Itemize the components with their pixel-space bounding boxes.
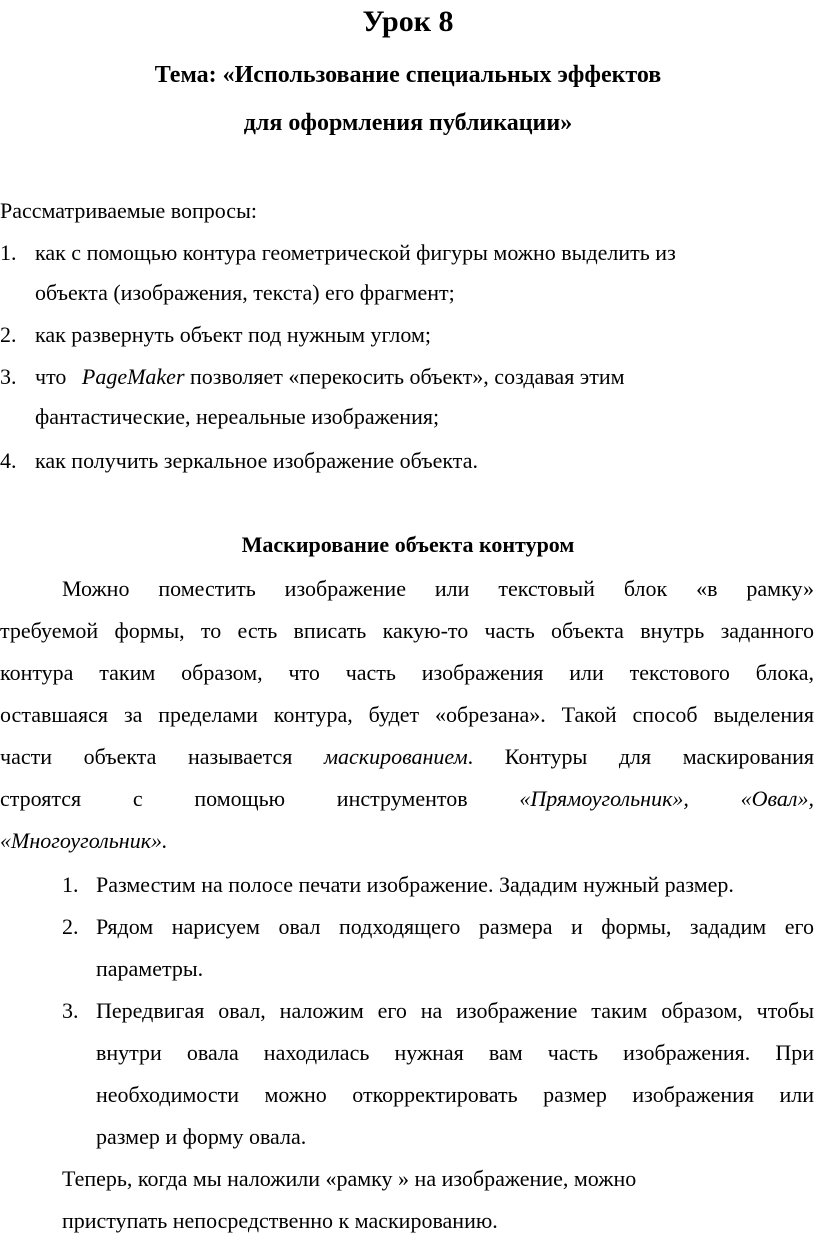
- step-number: 1.: [62, 872, 79, 897]
- step-text: параметры.: [96, 956, 204, 981]
- tools-list: «Прямоугольник», «Овал»,: [519, 786, 814, 811]
- question-number: 1.: [0, 240, 17, 265]
- question-text: что PageMaker позволяет «перекосить объект», создавая этим: [35, 364, 625, 389]
- question-number: 4.: [0, 448, 17, 473]
- question-text: объекта (изображения, текста) его фрагмент;: [35, 280, 455, 305]
- question-text: как получить зеркальное изображение объекта.: [35, 448, 478, 473]
- paragraph-line: оставшаяся за пределами контура, будет «обрезана». Такой способ выделения: [0, 702, 814, 727]
- paragraph-line: части объекта называется маскированием. Контуры для маскирования: [0, 744, 814, 769]
- step-number: 2.: [62, 914, 79, 939]
- step-text: Рядом нарисуем овал подходящего размера и формы, зададим его: [96, 914, 814, 939]
- questions-intro: Рассматриваемые вопросы:: [0, 198, 257, 223]
- step-text: внутри овала находилась нужная вам часть изображения. При: [96, 1040, 814, 1065]
- paragraph-line: контура таким образом, что часть изображения или текстового блока,: [0, 660, 814, 685]
- step-text: необходимости можно откорректировать размер изображения или: [96, 1082, 814, 1107]
- section-title: Маскирование объекта контуром: [241, 532, 575, 557]
- question-text: как с помощью контура геометрической фигуры можно выделить из: [35, 240, 676, 265]
- question-text: как развернуть объект под нужным углом;: [35, 322, 431, 347]
- step-text: Разместим на полосе печати изображение. Зададим нужный размер.: [96, 872, 734, 897]
- closing-line: приступать непосредственно к маскированию.: [62, 1208, 498, 1233]
- step-text: Передвигая овал, наложим его на изображение таким образом, чтобы: [96, 998, 814, 1023]
- paragraph-line: требуемой формы, то есть вписать какую-то часть объекта внутрь заданного: [0, 618, 814, 643]
- paragraph-line: «Многоугольник».: [0, 828, 168, 853]
- step-text: размер и форму овала.: [96, 1124, 307, 1149]
- paragraph-line: строятся с помощью инструментов «Прямоугольник», «Овал»,: [0, 786, 814, 811]
- question-text: фантастические, нереальные изображения;: [35, 404, 440, 429]
- pagemaker-term: PageMaker: [81, 364, 185, 389]
- topic-line-1: Тема: «Использование специальных эффектов: [154, 62, 662, 88]
- paragraph-line: Можно поместить изображение или текстовый блок «в рамку»: [62, 576, 814, 601]
- closing-line: Теперь, когда мы наложили «рамку » на изображение, можно: [62, 1166, 637, 1191]
- step-number: 3.: [62, 998, 79, 1023]
- question-number: 3.: [0, 364, 17, 389]
- topic-line-2: для оформления публикации»: [243, 110, 573, 136]
- masking-term: маскированием: [324, 744, 468, 769]
- lesson-title: Урок 8: [362, 5, 454, 38]
- question-number: 2.: [0, 322, 17, 347]
